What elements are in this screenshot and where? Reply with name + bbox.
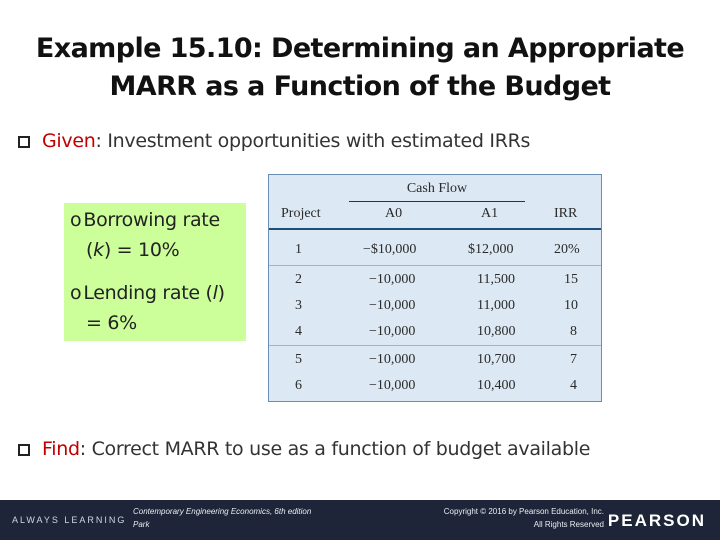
book-citation — [133, 505, 311, 531]
cell-irr: 4 — [570, 378, 577, 393]
checkbox-bullet-icon — [18, 136, 30, 148]
col-header-a0: A0 — [385, 206, 403, 221]
cell-a0: −10,000 — [369, 324, 416, 339]
row-separator — [269, 265, 601, 266]
lending-rate-item — [70, 278, 225, 338]
col-header-a1: A1 — [481, 206, 499, 221]
cell-a1: 10,400 — [477, 378, 516, 393]
footer-bar — [0, 500, 720, 540]
table-row — [269, 373, 601, 399]
cash-flow-table — [268, 174, 602, 402]
cell-a0: −10,000 — [369, 352, 416, 367]
find-text: : Correct MARR to use as a function of budget available — [79, 438, 591, 460]
cell-a0: −10,000 — [369, 298, 416, 313]
cell-project: 4 — [295, 324, 302, 339]
table-row — [269, 319, 601, 345]
given-bullet — [18, 130, 530, 152]
book-title: Contemporary Engineering Economics, 6th edition — [133, 507, 312, 516]
cell-project: 5 — [295, 352, 302, 367]
cell-a1: 10,800 — [477, 324, 516, 339]
cell-project: 1 — [295, 242, 302, 257]
group-header-rule — [349, 201, 525, 202]
borrowing-rate-label: Borrowing rate — [83, 209, 220, 231]
find-bullet — [18, 438, 590, 460]
table-row — [269, 267, 601, 293]
find-keyword: Find — [42, 438, 80, 460]
rights-line: All Rights Reserved — [533, 520, 604, 529]
table-row — [269, 293, 601, 319]
given-text: : Investment opportunities with estimated IRRs — [95, 130, 531, 152]
circle-bullet-icon: o — [70, 209, 82, 231]
title-line-1: Example 15.10: Determining an Appropriate — [35, 33, 685, 64]
slide-title — [20, 30, 700, 106]
cell-project: 2 — [295, 272, 302, 287]
cell-a1: 11,000 — [477, 298, 515, 313]
cell-a0: −10,000 — [369, 378, 416, 393]
always-learning-tagline: ALWAYS LEARNING — [12, 515, 127, 525]
row-separator — [269, 345, 601, 346]
cell-project: 3 — [295, 298, 302, 313]
cell-a0: −10,000 — [369, 272, 416, 287]
title-line-2: MARR as a Function of the Budget — [109, 71, 611, 102]
cell-project: 6 — [295, 378, 302, 393]
book-author: Park — [133, 520, 150, 529]
checkbox-bullet-icon — [18, 444, 30, 456]
given-keyword: Given — [42, 130, 96, 152]
table-row — [269, 347, 601, 373]
copyright-line: Copyright © 2016 by Pearson Education, Inc. — [443, 507, 604, 516]
pearson-logo: PEARSON — [607, 511, 706, 530]
lending-rate-value: = 6% — [86, 312, 137, 334]
table-row — [269, 237, 601, 263]
cell-irr: 8 — [570, 324, 577, 339]
cell-irr: 10 — [564, 298, 578, 313]
cell-irr: 7 — [570, 352, 577, 367]
col-header-irr: IRR — [554, 206, 578, 221]
cell-a1: 10,700 — [477, 352, 516, 367]
cell-a1: 11,500 — [477, 272, 515, 287]
cell-a1: $12,000 — [468, 242, 514, 257]
col-header-project: Project — [281, 206, 321, 221]
cell-irr: 20% — [554, 242, 580, 257]
borrowing-rate-item — [70, 205, 220, 265]
copyright-notice — [444, 505, 604, 531]
cell-irr: 15 — [564, 272, 578, 287]
circle-bullet-icon: o — [70, 282, 82, 304]
cash-flow-group-header: Cash Flow — [406, 181, 468, 196]
header-rule — [269, 228, 601, 230]
cell-a0: −$10,000 — [363, 242, 417, 257]
borrowing-rate-value: (k) = 10% — [86, 239, 180, 261]
lending-rate-label: Lending rate (l) — [83, 282, 225, 304]
